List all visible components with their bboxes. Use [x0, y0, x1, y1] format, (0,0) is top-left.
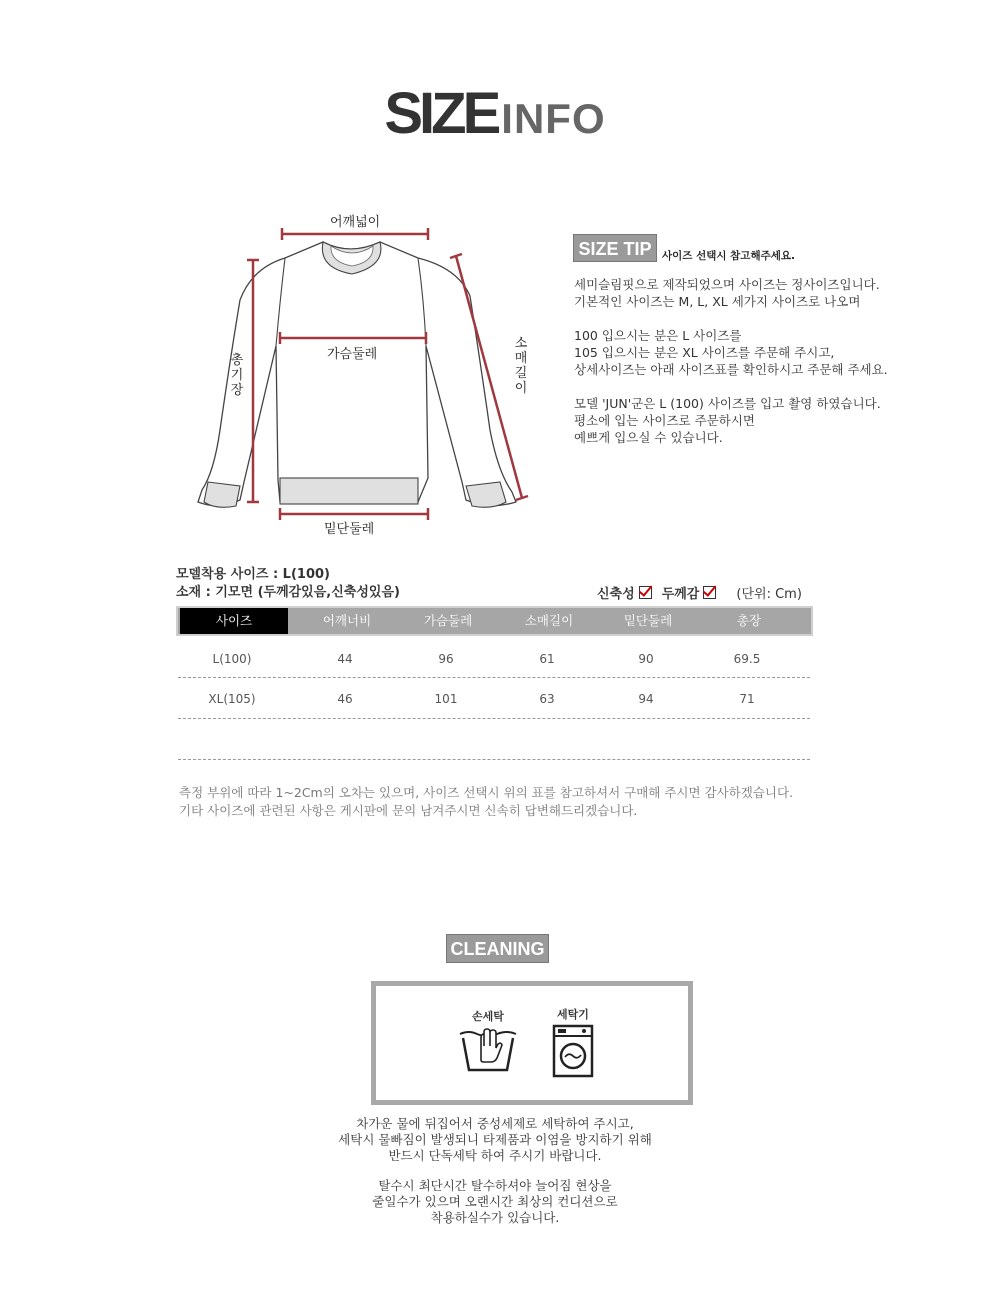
cleaning-icons-box	[371, 981, 693, 1105]
unit-label: (단위: Cm)	[736, 587, 802, 602]
size-tip-badge: SIZE TIP	[573, 234, 657, 262]
th-chest: 가슴둘레	[423, 613, 473, 628]
cleaning-instructions: 차가운 물에 뒤집어서 중성세제로 세탁하여 주시고, 세탁시 물빠짐이 발생되니 타제품과 이염을 방지하기 위해 반드시 단독세탁 하여 주시기 바랍니다.	[338, 1116, 652, 1163]
spin-instructions: 탈수시 최단시간 탈수하셔야 늘어짐 현상을 줄일수가 있으며 오랜시간 최상의 컨디션으로 착용하실수가 있습니다.	[372, 1178, 618, 1225]
table-row: XL(105) 46 101 63 94 71	[208, 692, 755, 706]
chest-label: 가슴둘레	[327, 347, 378, 362]
page-title	[0, 80, 990, 147]
th-hem: 밑단둘레	[623, 613, 673, 628]
table-row: L(100) 44 96 61 90 69.5	[212, 652, 761, 666]
sweatshirt-body	[198, 242, 516, 506]
model-info	[176, 566, 400, 602]
thickness-check-icon	[703, 586, 716, 599]
th-size: 사이즈	[180, 608, 288, 634]
stretch-check-icon	[639, 586, 652, 599]
title-size: SIZE	[384, 81, 498, 146]
row-divider	[178, 759, 810, 760]
row-divider	[178, 718, 810, 719]
th-length: 총장	[736, 613, 762, 628]
row-divider	[178, 677, 810, 678]
size-tip-caption: 사이즈 선택시 참고해주세요.	[662, 250, 796, 262]
size-note: 측정 부위에 따라 1~2Cm의 오차는 있으며, 사이즈 선택시 위의 표를 참고하셔서 구매해 주시면 감사하겠습니다. 기타 사이즈에 관련된 사항은 게시판에 문의 남겨주시면 신속히 답변해드리겠습니다.	[179, 785, 794, 818]
stretch-label: 신축성	[597, 587, 635, 602]
thickness-label: 두께감	[661, 587, 700, 602]
hem-band	[280, 478, 418, 504]
th-shoulder: 어깨너비	[322, 613, 372, 628]
size-table-header	[176, 606, 813, 636]
length-label: 총 기 장	[230, 353, 244, 398]
hand-wash-label: 손세탁	[472, 1010, 504, 1023]
washing-machine-icon	[552, 1024, 594, 1078]
hem-label: 밑단둘레	[324, 522, 375, 537]
machine-wash-label: 세탁기	[557, 1008, 589, 1021]
left-cuff	[204, 482, 240, 507]
fabric-properties	[597, 583, 802, 602]
right-cuff	[466, 482, 506, 507]
material: 소재 : 기모면 (두께감있음,신축성있음)	[176, 585, 400, 600]
shoulder-label: 어깨넓이	[330, 215, 381, 230]
th-sleeve: 소매길이	[524, 613, 574, 628]
title-info: INFO	[501, 95, 606, 142]
cleaning-badge: CLEANING	[446, 934, 549, 963]
model-size: 모델착용 사이즈 : L(100)	[176, 567, 330, 582]
size-tip-text: 세미슬림핏으로 제작되었으며 사이즈는 정사이즈입니다. 기본적인 사이즈는 M, L, XL 세가지 사이즈로 나오며 100 입으시는 분은 L 사이즈를 105 입으시는 분은 XL 사이즈를 주문해 주시고, 상세사이즈는 아래 사이즈표를 확인하시고 주문해 주세요. 모델 'JUN'군은 L (100) 사이즈를 입고 촬영 하였습니다. 평소에 입는 사이즈로 주문하시면 예쁘게 입으실 수 있습니다.	[574, 277, 888, 445]
sleeve-label: 소 매 길 이	[514, 336, 528, 396]
hand-wash-icon	[457, 1026, 519, 1074]
